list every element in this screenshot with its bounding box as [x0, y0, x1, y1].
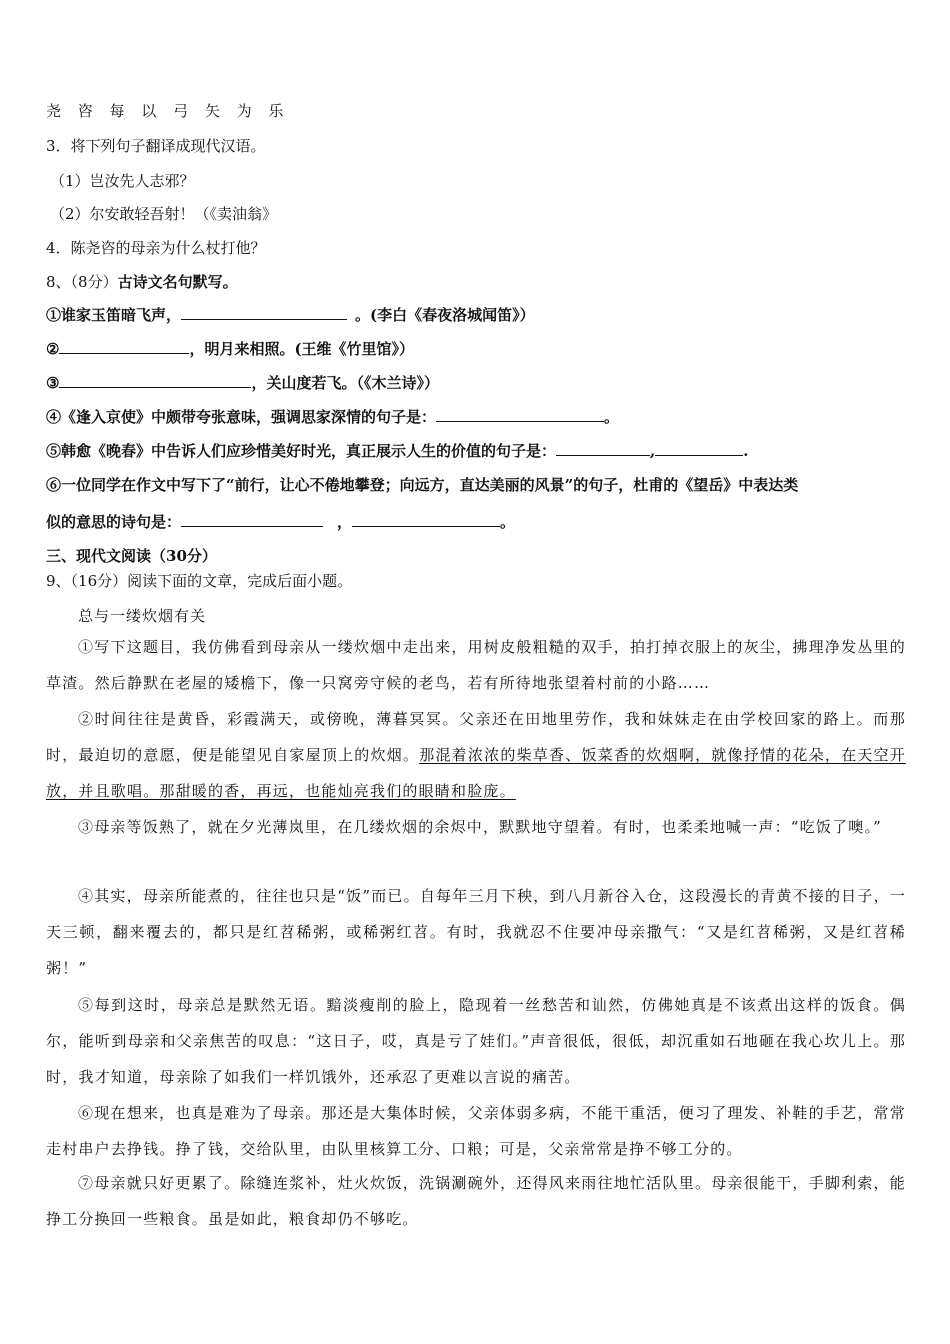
answer-blank[interactable]: [436, 407, 604, 422]
recite-item-1: ①谁家玉笛暗飞声， 。(李白《春夜洛城闻笛》）: [46, 306, 535, 324]
header-line: 尧 咨 每 以 弓 矢 为 乐: [46, 102, 290, 120]
recite-item-6-line-2: 似的意思的诗句是： ， 。: [46, 513, 516, 531]
article-paragraph-5: ⑤每到这时，母亲总是默然无语。黯淡瘦削的脸上，隐现着一丝愁苦和讪然，仿佛她真是不该煮出这样的饭食。偶尔，能听到母亲和父亲焦苦的叹息：“这日子，哎，真是亏了娃们。”声音很低，很低，却沉重如石地砸在我心坎儿上。那时，我才知道，母亲除了如我们一样饥饿外，还承忍了更难以言说的痛苦。: [46, 996, 906, 1086]
question-8-heading: [46, 272, 238, 292]
recite-item-2: ② ，明月来相照。(王维《竹里馆》）: [46, 340, 415, 358]
answer-blank[interactable]: [655, 441, 743, 456]
answer-blank[interactable]: [556, 441, 650, 456]
question-3-sub-1: （1）岂汝先人志邪？: [50, 172, 195, 190]
question-3-sub-2: （2）尔安敢轻吾射！（《卖油翁》: [50, 205, 278, 223]
article-paragraph-6: ⑥现在想来，也真是难为了母亲。那还是大集体时候，父亲体弱多病，不能干重活，便习了理发、补鞋的手艺，常常走村串户去挣钱。挣了钱，交给队里，由队里核算工分、口粮；可是，父亲常常是挣不够工分的。: [46, 1104, 906, 1158]
answer-blank[interactable]: [59, 373, 251, 388]
question-9-stem: 9、（16分）阅读下面的文章，完成后面小题。: [46, 572, 353, 590]
answer-blank[interactable]: [181, 512, 323, 527]
section-3-heading: 三、现代文阅读（30分）: [46, 547, 217, 565]
article-title: 总与一缕炊烟有关: [78, 607, 207, 625]
recite-item-6-line-1: ⑥一位同学在作文中写下了“前行，让心不倦地攀登；向远方，直达美丽的风景”的句子，杜甫的《望岳》中表达类: [46, 476, 799, 494]
answer-blank[interactable]: [352, 512, 500, 527]
article-paragraph-4: ④其实，母亲所能煮的，往往也只是“饭”而已。自每年三月下秧，到八月新谷入仓，这段漫长的青黄不接的日子，一天三顿，翻来覆去的，都只是红苕稀粥，或稀粥红苕。有时，我就忍不住要冲母亲撒气：“又是红苕稀粥，又是红苕稀粥！”: [46, 887, 906, 977]
question-8-label: 8、（8分）: [46, 273, 118, 291]
underlined-sentence: 那混着浓浓的柴草香、饭菜香的炊烟啊，就像抒情的花朵，在天空开放，并且歌唱。: [46, 746, 906, 800]
recite-item-5: ⑤韩愈《晚春》中告诉人们应珍惜美好时光，真正展示人生的价值的句子是： , .: [46, 442, 749, 460]
question-3-stem: 3．将下列句子翻译成现代汉语。: [46, 137, 266, 155]
question-4: 4．陈尧咨的母亲为什么杖打他？: [46, 239, 266, 257]
recite-item-3: ③ ，关山度若飞。（《木兰诗》）: [46, 374, 439, 392]
article-paragraph-7: ⑦母亲就只好更累了。除缝连浆补，灶火炊饭，洗锅涮碗外，还得风来雨往地忙活队里。母亲很能干，手脚利索，能挣工分换回一些粮食。虽是如此，粮食却仍不够吃。: [46, 1174, 906, 1228]
recite-item-4: ④《逢入京使》中颇带夸张意味，强调思家深情的句子是： 。: [46, 408, 620, 426]
article-paragraph-3: ③母亲等饭熟了，就在夕光薄岚里，在几缕炊烟的余烬中，默默地守望着。有时，也柔柔地喊一声：“吃饭了噢。”: [78, 818, 883, 836]
answer-blank[interactable]: [59, 339, 189, 354]
question-8-title: 古诗文名句默写。: [117, 273, 238, 291]
underlined-sentence: 那甜暖的香，再远，也能灿亮我们的眼睛和脸庞。: [159, 782, 516, 800]
article-paragraph-2: ②时间往往是黄昏，彩霞满天，或傍晚，薄暮冥冥。父亲还在田地里劳作，我和妹妹走在由学校回家的路上。而那时，最迫切的意愿，便是能望见自家屋顶上的炊烟。那混着浓浓的柴草香、饭菜香的炊烟啊，就像抒情的花朵，在天空开放，并且歌唱。那甜暖的香，再远，也能灿亮我们的眼睛和脸庞。: [46, 710, 906, 800]
answer-blank[interactable]: [181, 305, 347, 320]
article-paragraph-1: ①写下这题目，我仿佛看到母亲从一缕炊烟中走出来，用树皮般粗糙的双手，拍打掉衣服上的灰尘，拂理净发丛里的草渣。然后静默在老屋的矮檐下，像一只窝旁守候的老鸟，若有所待地张望着村前的小路……: [46, 638, 906, 692]
